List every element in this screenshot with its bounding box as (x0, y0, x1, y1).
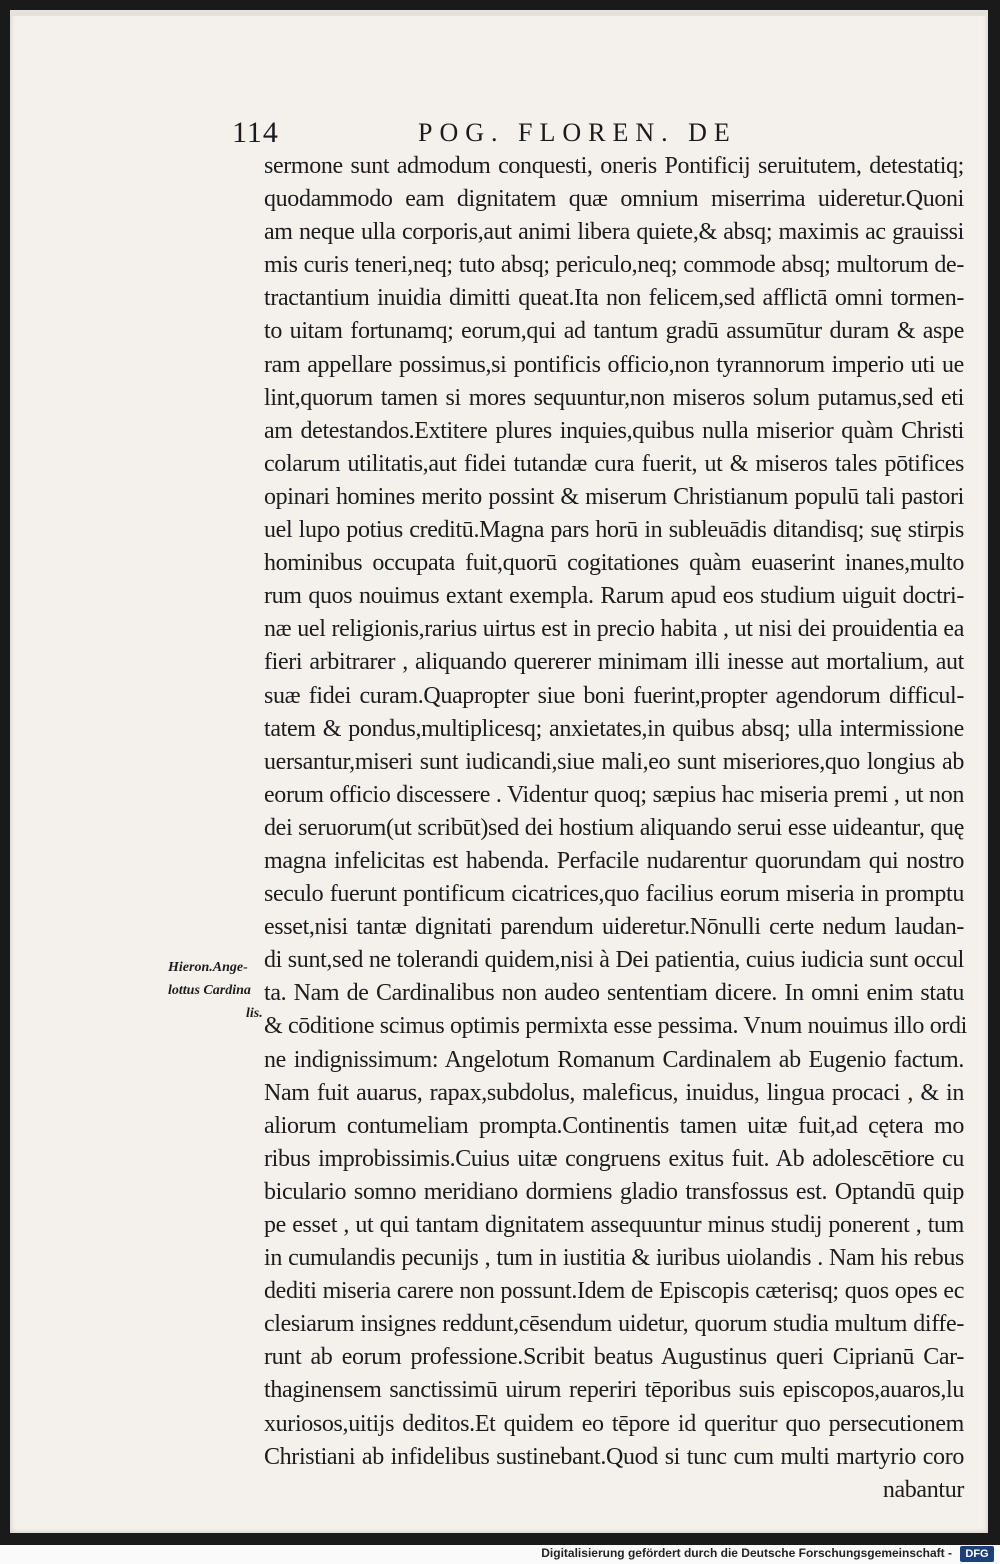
text-line: Nam fuit auarus, rapax,subdolus, maleficus, inuidus, lingua procaci , & in (264, 1079, 964, 1106)
body-text (264, 150, 967, 1507)
text-line: colarum utilitatis,aut fidei tutandæ cura fuerit, ut & miseros tales pōtifices (264, 450, 964, 477)
book-page (10, 10, 988, 1533)
text-line: am detestandos.Extitere plures inquies,quibus nulla miserior quàm Christi (264, 417, 964, 444)
text-line: uel lupo potius creditū.Magna pars horū in subleuādis ditandisq; suę stirpis (264, 517, 964, 544)
text-line: Christiani ab infidelibus sustinebant.Quod si tunc cum multi martyrio coro (264, 1443, 964, 1470)
text-line: opinari homines merito possint & miserum Christianum populū tali pastori (264, 483, 964, 510)
text-line: di sunt,sed ne tolerandi quidem,nisi à Dei patientia, cuius iudicia sunt occul (264, 947, 964, 974)
text-line: esset,nisi tantæ dignitati parendum uideretur.Nōnulli certe nedum laudan- (264, 914, 964, 941)
text-line: ram appellare possimus,si pontificis officio,non tyrannorum imperio uti ue (264, 351, 964, 378)
text-line: & cōditione scimus optimis permixta esse pessima. Vnum nouimus illo ordi (264, 1013, 967, 1040)
marginal-note (168, 956, 266, 1025)
funding-credit: Digitalisierung gefördert durch die Deutsche Forschungsgemeinschaft - (541, 1546, 952, 1560)
marginal-note-line: Hieron.Ange- (168, 960, 248, 975)
text-line: thaginensem sanctissimū uirum reperiri tēporibus suis episcopos,auaros,lu (264, 1377, 964, 1404)
text-line: clesiarum insignes reddunt,cēsendum uidetur, quorum studia multum diffe- (264, 1311, 964, 1338)
text-line: eorum officio discessere . Videntur quoq; sæpius hac miseria premi , ut non (264, 781, 964, 808)
marginal-note-line: lis. (246, 1006, 263, 1021)
text-line: dei seruorum(ut scribūt)sed dei hostium aliquando serui esse uideantur, quę (264, 814, 964, 841)
running-head (232, 116, 752, 152)
text-line: tractantium inuidia dimitti queat.Ita non felicem,sed afflictā omni tormen- (264, 285, 964, 312)
text-line: magna infelicitas est habenda. Perfacile nudarentur quorundam qui nostro (264, 847, 964, 874)
digitization-footer (0, 1545, 1000, 1564)
text-line: pe esset , ut qui tantam dignitatem assequuntur minus studij ponerent , tum (264, 1212, 964, 1238)
text-line: rum quos nouimus extant exempla. Rarum apud eos studium uiguit doctri- (264, 583, 964, 610)
text-line: dediti miseria carere non possunt.Idem de Episcopis cæterisq; quos opes ec (264, 1278, 964, 1305)
text-line: lint,quorum tamen si mores sequuntur,non miseros solum putamus,sed eti (264, 384, 964, 411)
marginal-note-line: lottus Cardina (168, 983, 251, 998)
text-line: to uitam fortunamq; eorum,qui ad tantum gradū assumūtur duram & aspe (264, 318, 964, 345)
text-line: ribus improbissimis.Cuius uitæ congruens exitus fuit. Ab adolescētiore cu (264, 1145, 964, 1172)
text-line: nabantur (882, 1476, 964, 1503)
text-line: am neque ulla corporis,aut animi libera quiete,& absq; maximis ac grauissi (264, 219, 964, 246)
text-line: uersantur,miseri sunt iudicandi,siue mali,eo sunt miseriores,quo longius ab (264, 748, 964, 775)
text-line: fieri arbitrarer , aliquando quererer minimam illi inesse aut mortalium, aut (264, 649, 964, 676)
running-title: POG. FLOREN. DE (418, 118, 737, 147)
page-number: 114 (232, 116, 279, 149)
text-line: biculario somno meridiano dormiens gladio transfossus est. Optandū quip (264, 1178, 964, 1205)
text-line: næ uel religionis,rarius uirtus est in precio habita , ut nisi dei prouidentia ea (264, 616, 964, 643)
text-line: mis curis teneri,neq; tuto absq; periculo,neq; commode absq; multorum de- (264, 252, 964, 279)
text-line: sermone sunt admodum conquesti, oneris Pontificij seruitutem, detestatiq; (264, 153, 964, 179)
text-line: ta. Nam de Cardinalibus non audeo sententiam dicere. In omni enim statu (264, 980, 964, 1007)
text-line: in cumulandis pecunijs , tum in iustitia & iuribus uiolandis . Nam his rebus (264, 1245, 964, 1272)
text-line: runt ab eorum professione.Scribit beatus Augustinus queri Ciprianū Car- (264, 1344, 964, 1371)
dfg-logo: DFG (960, 1546, 994, 1562)
text-line: quodammodo eam dignitatem quæ omnium miserrima uideretur.Quoni (264, 186, 964, 213)
text-line: seculo fuerunt pontificum cicatrices,quo facilius eorum miseria in promptu (264, 881, 964, 908)
text-line: aliorum contumeliam prompta.Continentis tamen uitæ fuit,ad cętera mo (264, 1112, 964, 1139)
text-line: xuriosos,uitijs deditos.Et quidem eo tēpore id queritur quo persecutionem (264, 1410, 964, 1437)
text-line: ne indignissimum: Angelotum Romanum Cardinalem ab Eugenio factum. (264, 1046, 964, 1073)
text-line: suæ fidei curam.Quapropter siue boni fuerint,propter agendorum difficul- (264, 682, 964, 709)
text-line: tatem & pondus,multiplicesq; anxietates,in quibus absq; ulla intermissione (264, 715, 964, 742)
page-edge (10, 10, 988, 16)
text-line: hominibus occupata fuit,quorū cogitationes quàm euaserint inanes,multo (264, 550, 964, 577)
